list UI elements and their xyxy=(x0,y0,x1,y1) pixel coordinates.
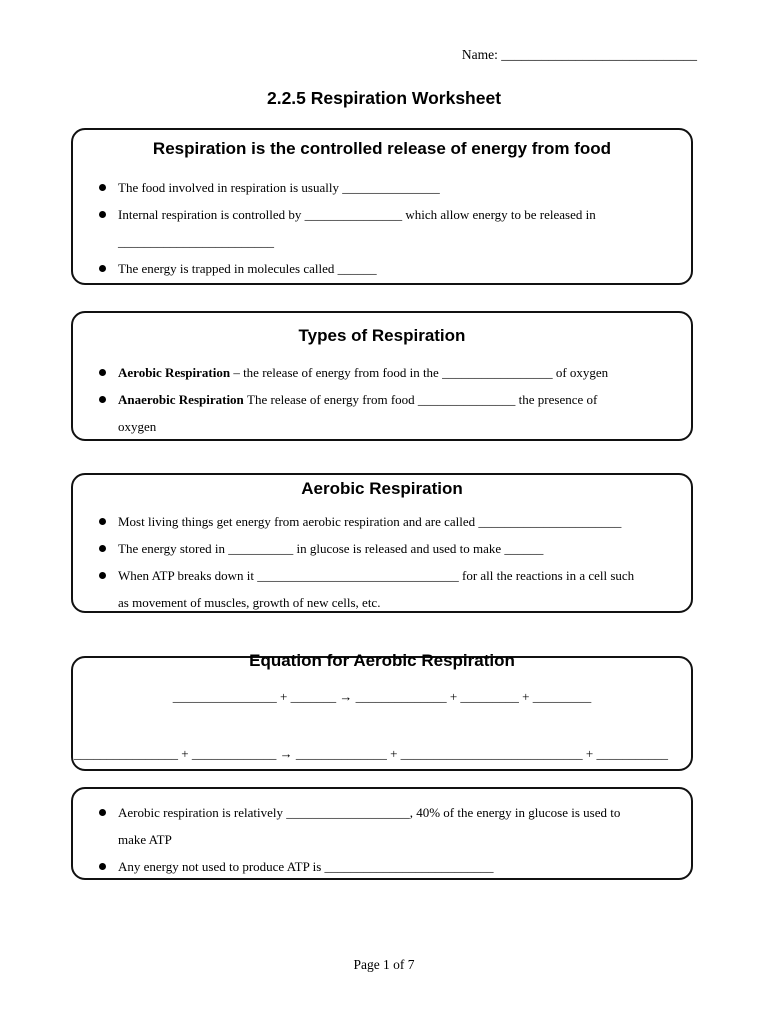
bullet-rest-text: When ATP breaks down it _______________________________ for all the reactions in a cell such xyxy=(118,568,635,583)
bullet-rest-text: The release of energy from food _______________ the presence of xyxy=(247,392,598,407)
bullet-list xyxy=(99,799,683,880)
bullet-bold-text: Anaerobic Respiration xyxy=(118,392,248,407)
bullet-item xyxy=(99,562,683,616)
bullet-bold-text: Aerobic Respiration xyxy=(118,365,234,380)
section-title: Aerobic Respiration xyxy=(301,479,463,498)
section-respiration-definition xyxy=(71,128,693,285)
section-title: Types of Respiration xyxy=(298,326,466,345)
bullet-continuation: ________________________ xyxy=(118,234,274,249)
bullet-icon xyxy=(99,572,106,579)
bullet-rest-text: Most living things get energy from aerobic respiration and are called ______________________ xyxy=(118,514,622,529)
bullet-item xyxy=(99,359,683,386)
bullet-text xyxy=(118,359,683,386)
bullet-item xyxy=(99,255,683,282)
bullet-text xyxy=(118,853,683,880)
name-row xyxy=(462,47,697,63)
equation-word-line: ________________ + _______ → ______________ + _________ + _________ xyxy=(172,689,592,704)
bullet-icon xyxy=(99,265,106,272)
bullet-icon xyxy=(99,863,106,870)
bullet-icon xyxy=(99,518,106,525)
bullet-rest-text: – the release of energy from food in the _________________ of oxygen xyxy=(233,365,609,380)
bullet-item xyxy=(99,799,683,853)
bullet-item xyxy=(99,535,683,562)
bullet-rest-text: The food involved in respiration is usually _______________ xyxy=(118,180,440,195)
bullet-list xyxy=(99,359,683,440)
bullet-list xyxy=(99,508,683,616)
bullet-icon xyxy=(99,369,106,376)
page-title: 2.2.5 Respiration Worksheet xyxy=(266,88,502,108)
bullet-list xyxy=(99,174,683,282)
bullet-item xyxy=(99,386,683,440)
bullet-rest-text: The energy stored in __________ in glucose is released and used to make ______ xyxy=(118,541,544,556)
bullet-item xyxy=(99,174,683,201)
bullet-item xyxy=(99,508,683,535)
section-title: Respiration is the controlled release of energy from food xyxy=(152,139,612,158)
bullet-text xyxy=(118,562,683,616)
bullet-rest-text: Any energy not used to produce ATP is __________________________ xyxy=(118,859,494,874)
bullet-rest-text: The energy is trapped in molecules called ______ xyxy=(118,261,377,276)
bullet-icon xyxy=(99,396,106,403)
bullet-text xyxy=(118,508,683,535)
bullet-icon xyxy=(99,211,106,218)
bullet-text xyxy=(118,201,683,255)
bullet-text xyxy=(118,255,683,282)
bullet-continuation: as movement of muscles, growth of new cells, etc. xyxy=(118,595,381,610)
bullet-rest-text: Internal respiration is controlled by _______________ which allow energy to be released in xyxy=(118,207,596,222)
bullet-text xyxy=(118,174,683,201)
section-types-of-respiration xyxy=(71,311,693,441)
equation-chemical-line: ________________ + _____________ → ______________ + ____________________________ + ___________ xyxy=(74,746,668,761)
bullet-icon xyxy=(99,545,106,552)
bullet-text xyxy=(118,799,683,853)
section-respiration-efficiency xyxy=(71,787,693,880)
section-title: Equation for Aerobic Respiration xyxy=(249,651,515,670)
bullet-icon xyxy=(99,809,106,816)
bullet-continuation: oxygen xyxy=(118,419,157,434)
bullet-text xyxy=(118,386,683,440)
page-number: Page 1 of 7 xyxy=(353,957,415,972)
section-equation-aerobic-respiration xyxy=(71,651,693,771)
bullet-text xyxy=(118,535,683,562)
name-label: Name: xyxy=(461,47,498,62)
bullet-icon xyxy=(99,184,106,191)
bullet-rest-text: Aerobic respiration is relatively ___________________, 40% of the energy in glucose is used to xyxy=(118,805,621,820)
bullet-item xyxy=(99,201,683,255)
name-field-blank: _____________________________ xyxy=(501,47,697,62)
bullet-item xyxy=(99,853,683,880)
section-aerobic-respiration xyxy=(71,473,693,613)
bullet-continuation: make ATP xyxy=(118,832,172,847)
